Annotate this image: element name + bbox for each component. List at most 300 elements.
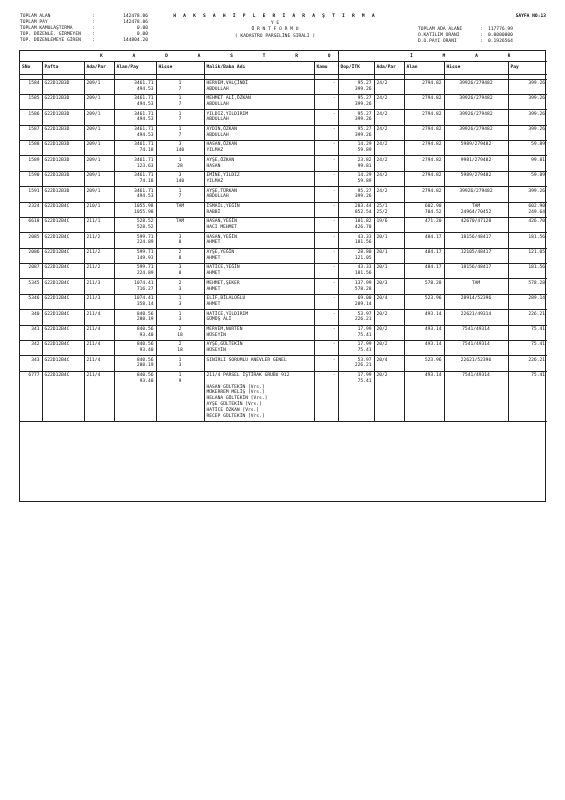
cell-imar-alan: 523.96 bbox=[404, 356, 444, 371]
cell-pay: 399.26 bbox=[508, 125, 547, 140]
table-row bbox=[20, 356, 547, 371]
cell-dop-itk: 69.00 289.14 bbox=[338, 294, 374, 309]
cell-pay: 75.41 bbox=[508, 340, 547, 355]
cell-imar-hisse: 7541/49314 bbox=[444, 371, 508, 421]
cell-alan-pay: 528.52 528.52 bbox=[114, 217, 156, 232]
cell-alan-pay: 1074.41 716.27 bbox=[114, 279, 156, 294]
section-header-row bbox=[20, 51, 547, 62]
ratio-label: TOPLAM ADA ALANI bbox=[418, 26, 463, 32]
cell-pafta: G22D12B3D bbox=[42, 125, 84, 140]
cell-malik: İSMAİL,YEĞİN RABBİ bbox=[204, 202, 314, 217]
table-row bbox=[20, 248, 547, 263]
cell-sno: 6777 bbox=[20, 371, 42, 421]
cell-sno: 1588 bbox=[20, 141, 42, 156]
cell-dop-itk: 14.29 59.89 bbox=[338, 171, 374, 186]
cell-ada-par: 211/4 bbox=[84, 371, 114, 421]
cell-pay: 399.26 bbox=[508, 79, 547, 94]
cell-hisse: 1 3 bbox=[156, 310, 204, 325]
cell-pay: 578.28 bbox=[508, 279, 547, 294]
report-title-block bbox=[170, 14, 380, 40]
cell-pafta: G22D12B4C bbox=[42, 310, 84, 325]
total-value: 0.00 bbox=[136, 26, 148, 31]
cell-dop-itk: 14.29 59.89 bbox=[338, 141, 374, 156]
cell-imar-hisse: 18156/48417 bbox=[444, 233, 508, 248]
cell-alan-pay: 599.71 224.89 bbox=[114, 233, 156, 248]
cell-sno: 2324 bbox=[20, 202, 42, 217]
cell-sno: 343 bbox=[20, 356, 42, 371]
cell-pafta: G22D12B4C bbox=[42, 217, 84, 232]
ratio-value: 117776.99 bbox=[488, 26, 513, 32]
cell-sno: 2085 bbox=[20, 233, 42, 248]
cell-imar-alan: 484.17 bbox=[404, 264, 444, 279]
cell-imar-hisse: 22621/52396 bbox=[444, 356, 508, 371]
cell-imar-ada-par: 20/4 bbox=[374, 356, 404, 371]
cell-ada-par: 211/4 bbox=[84, 310, 114, 325]
cell-imar-ada-par: 24/2 bbox=[374, 141, 404, 156]
cell-sno: 1590 bbox=[20, 171, 42, 186]
cell-dop-itk: 23.82 99.81 bbox=[338, 156, 374, 171]
cell-imar-alan: 2794.82 bbox=[404, 79, 444, 94]
cell-ada-par: 209/1 bbox=[84, 187, 114, 202]
cell-ada-par: 211/2 bbox=[84, 248, 114, 263]
total-label: TOP. DÜZENLE. GİRMEYEN bbox=[20, 32, 81, 37]
cell-imar-alan: 2794.82 bbox=[404, 141, 444, 156]
cell-sno: 5346 bbox=[20, 294, 42, 309]
cell-ada-par: 209/1 bbox=[84, 79, 114, 94]
column-header-row bbox=[20, 62, 547, 74]
cell-pafta: G22D12B4C bbox=[42, 325, 84, 340]
cell-imar-alan: 602.90 704.52 bbox=[404, 202, 444, 217]
cell-malik: HATİCE,YEĞİN AHMET bbox=[204, 264, 314, 279]
cell-ada-par: 209/1 bbox=[84, 110, 114, 125]
cell-ada-par: 211/2 bbox=[84, 264, 114, 279]
cell-imar-ada-par: 20/4 bbox=[374, 294, 404, 309]
cell-sno: 1585 bbox=[20, 94, 42, 109]
cell-dop-itk: 17.99 75.41 bbox=[338, 371, 374, 421]
cell-pafta: G22D12B4C bbox=[42, 202, 84, 217]
cell-imar-hisse: 5989/279482 bbox=[444, 171, 508, 186]
cell-hisse: 2 18 bbox=[156, 340, 204, 355]
cell-imar-hisse: 7541/49314 bbox=[444, 325, 508, 340]
cell-imar-hisse: 7541/49314 bbox=[444, 340, 508, 355]
column-header: Alan bbox=[404, 62, 444, 74]
cell-imar-hisse: 39926/279482 bbox=[444, 94, 508, 109]
section-kadastro: K A D A S T R O bbox=[100, 54, 344, 59]
cell-pay: 426.70 bbox=[508, 217, 547, 232]
ownership-table bbox=[19, 50, 546, 502]
cell-pafta: G22D12B3D bbox=[42, 141, 84, 156]
cell-sno: 340 bbox=[20, 310, 42, 325]
cell-malik: HERVEM,VALÇİNDİ ABDULLAH bbox=[204, 79, 314, 94]
table-row bbox=[20, 279, 547, 294]
cell-sno: 5345 bbox=[20, 279, 42, 294]
cell-alan-pay: 3461.71 494.53 bbox=[114, 125, 156, 140]
cell-pafta: G22D12B4C bbox=[42, 356, 84, 371]
cell-dop-itk: 95.27 399.26 bbox=[338, 110, 374, 125]
column-header: Ada/Par bbox=[374, 62, 404, 74]
cell-imar-alan: 484.17 bbox=[404, 248, 444, 263]
cell-hisse: 1 7 bbox=[156, 187, 204, 202]
cell-hisse: 1 3 bbox=[156, 356, 204, 371]
cell-alan-pay: 599.71 149.93 bbox=[114, 248, 156, 263]
cell-malik: AYDIN,ÖZKAN ABDULLAH bbox=[204, 125, 314, 140]
cell-sno: 1589 bbox=[20, 156, 42, 171]
table-row bbox=[20, 110, 547, 125]
cell-imar-ada-par: 24/2 bbox=[374, 94, 404, 109]
cell-dop-itk: 203.44 852.54 bbox=[338, 202, 374, 217]
totals-block bbox=[20, 14, 180, 44]
cell-pafta: G22D12B4C bbox=[42, 233, 84, 248]
cell-dop-itk: 28.88 121.05 bbox=[338, 248, 374, 263]
table-row bbox=[20, 371, 547, 421]
cell-malik: YILDIZ,YILDIRIM ABDULLAH bbox=[204, 110, 314, 125]
report-subtitle-2: Ö R N T F O R M U bbox=[251, 27, 299, 32]
cell-pay: 99.81 bbox=[508, 156, 547, 171]
cell-malik: AYŞE,ÖZKAN HASAN bbox=[204, 156, 314, 171]
cell-ada-par: 209/1 bbox=[84, 125, 114, 140]
table-row bbox=[20, 79, 547, 94]
cell-hisse: 1 28 bbox=[156, 156, 204, 171]
cell-kamu: - bbox=[314, 202, 338, 217]
cell-pay: 399.26 bbox=[508, 94, 547, 109]
table-row bbox=[20, 94, 547, 109]
column-header: Kamu bbox=[314, 62, 338, 74]
cell-imar-ada-par: 20/1 bbox=[374, 248, 404, 263]
cell-pafta: G22D12B4C bbox=[42, 294, 84, 309]
total-row: TOP. DÜZENLE. GİRMEYEN : 0.00 bbox=[20, 32, 148, 37]
cell-imar-alan: 2794.82 bbox=[404, 94, 444, 109]
cell-dop-itk: 17.99 75.41 bbox=[338, 340, 374, 355]
cell-dop-itk: 137.99 578.28 bbox=[338, 279, 374, 294]
cell-sno: 2086 bbox=[20, 248, 42, 263]
table-row bbox=[20, 217, 547, 232]
report-title: H A K S A H İ P L E R İ A R A Ş T I R M A bbox=[173, 14, 377, 19]
cell-imar-hisse: 39926/279482 bbox=[444, 187, 508, 202]
cell-pafta: G22D12B4C bbox=[42, 279, 84, 294]
column-header: Pay bbox=[508, 62, 547, 74]
cell-pafta: G22D12B3D bbox=[42, 187, 84, 202]
cell-hisse: 1 7 bbox=[156, 110, 204, 125]
cell-imar-ada-par: 24/2 bbox=[374, 187, 404, 202]
column-header: Ada/Par bbox=[84, 62, 114, 74]
cell-malik: HATİCE,YILDIRIM GÜMÜŞ ALİ bbox=[204, 310, 314, 325]
cell-hisse: 1 7 bbox=[156, 125, 204, 140]
cell-alan-pay: 840.56 280.19 bbox=[114, 310, 156, 325]
total-value: 0.00 bbox=[136, 32, 148, 37]
cell-ada-par: 211/4 bbox=[84, 340, 114, 355]
cell-sno: 1591 bbox=[20, 187, 42, 202]
cell-malik: HASAN,YEĞİN HACI MEHMET bbox=[204, 217, 314, 232]
cell-hisse: 3 140 bbox=[156, 171, 204, 186]
cell-imar-hisse: 18156/48417 bbox=[444, 264, 508, 279]
cell-ada-par: 209/1 bbox=[84, 141, 114, 156]
cell-hisse: 1 7 bbox=[156, 94, 204, 109]
table-row bbox=[20, 233, 547, 248]
cell-alan-pay: 3461.71 494.53 bbox=[114, 79, 156, 94]
cell-kamu: - bbox=[314, 171, 338, 186]
cell-imar-ada-par: 20/3 bbox=[374, 279, 404, 294]
cell-pafta: G22D12B4C bbox=[42, 371, 84, 421]
cell-alan-pay: 3461.71 74.18 bbox=[114, 171, 156, 186]
cell-malik: AYŞE,TÜRKAN ABDULLAH bbox=[204, 187, 314, 202]
cell-alan-pay: 3461.71 74.18 bbox=[114, 141, 156, 156]
cell-imar-hisse: 39926/279482 bbox=[444, 110, 508, 125]
cell-malik: MEHMET,ŞEKER AHMET bbox=[204, 279, 314, 294]
cell-imar-alan: 2794.82 bbox=[404, 156, 444, 171]
cell-hisse: 1 9 bbox=[156, 371, 204, 421]
cell-imar-ada-par: 24/2 bbox=[374, 125, 404, 140]
table-row bbox=[20, 156, 547, 171]
cell-pay: 399.26 bbox=[508, 110, 547, 125]
cell-dop-itk: 53.97 226.21 bbox=[338, 310, 374, 325]
cell-imar-alan: 578.28 bbox=[404, 279, 444, 294]
ratio-label: D.O.PAYI ORANI bbox=[418, 38, 457, 44]
cell-kamu: - bbox=[314, 325, 338, 340]
cell-pay: 226.21 bbox=[508, 310, 547, 325]
cell-alan-pay: 1074.41 358.14 bbox=[114, 294, 156, 309]
cell-imar-ada-par: 19/6 bbox=[374, 217, 404, 232]
total-value: 144804.20 bbox=[123, 38, 148, 43]
table-row bbox=[20, 294, 547, 309]
column-header: Malik/Baba Adı bbox=[204, 62, 314, 74]
cell-hisse: 2 8 bbox=[156, 248, 204, 263]
cell-kamu: - bbox=[314, 217, 338, 232]
cell-dop-itk: 95.27 399.26 bbox=[338, 79, 374, 94]
cell-hisse: TAM bbox=[156, 202, 204, 217]
cell-kamu: - bbox=[314, 141, 338, 156]
cell-imar-hisse: 22621/49314 bbox=[444, 310, 508, 325]
cell-hisse: 3 140 bbox=[156, 141, 204, 156]
cell-alan-pay: 3461.71 494.53 bbox=[114, 94, 156, 109]
total-value: 142478.06 bbox=[123, 20, 148, 25]
cell-malik: ELİF,BİLALOĞLU AHMET bbox=[204, 294, 314, 309]
cell-sno: 342 bbox=[20, 340, 42, 355]
cell-ada-par: 211/2 bbox=[84, 233, 114, 248]
cell-kamu: - bbox=[314, 340, 338, 355]
cell-ada-par: 209/1 bbox=[84, 171, 114, 186]
cell-kamu: - bbox=[314, 356, 338, 371]
table-row bbox=[20, 325, 547, 340]
total-label: TOPLAM KAMULAŞTIRMA bbox=[20, 26, 73, 31]
parcel-grid bbox=[20, 62, 547, 422]
cell-pay: 181.56 bbox=[508, 233, 547, 248]
column-header: SNo bbox=[20, 62, 42, 74]
cell-pay: 121.05 bbox=[508, 248, 547, 263]
ratio-label: O.KATILIM ORANI bbox=[418, 32, 460, 38]
cell-kamu: - bbox=[314, 79, 338, 94]
column-header: Hisse bbox=[156, 62, 204, 74]
cell-pay: 59.89 bbox=[508, 141, 547, 156]
report-subtitle-3: ( KADASTRO PARSELİNE SIRALI ) bbox=[234, 33, 316, 39]
cell-imar-alan: 2794.82 bbox=[404, 187, 444, 202]
cell-ada-par: 209/1 bbox=[84, 156, 114, 171]
column-header: Hisse bbox=[444, 62, 508, 74]
table-row bbox=[20, 264, 547, 279]
cell-imar-alan: 484.17 bbox=[404, 233, 444, 248]
cell-alan-pay: 3461.71 123.63 bbox=[114, 156, 156, 171]
cell-alan-pay: 840.56 93.40 bbox=[114, 340, 156, 355]
cell-ada-par: 209/1 bbox=[84, 94, 114, 109]
cell-kamu: - bbox=[314, 110, 338, 125]
ratio-row: O.KATILIM ORANI : 0.0000000 bbox=[418, 33, 546, 39]
cell-pay: 75.41 bbox=[508, 325, 547, 340]
cell-pafta: G22D12B3D bbox=[42, 110, 84, 125]
table-row bbox=[20, 310, 547, 325]
cell-sno: 341 bbox=[20, 325, 42, 340]
table-row bbox=[20, 125, 547, 140]
cell-dop-itk: 95.27 399.26 bbox=[338, 125, 374, 140]
cell-malik: MEHMET ALİ,ÖZKAN ABDULLAH bbox=[204, 94, 314, 109]
cell-malik: MERVEM,NURTEN HÜSEYİN bbox=[204, 325, 314, 340]
cell-kamu: - bbox=[314, 156, 338, 171]
cell-ada-par: 211/3 bbox=[84, 294, 114, 309]
total-row: TOPLAM ALAN : 142478.06 bbox=[20, 14, 148, 19]
ratio-value: 0.1926564 bbox=[488, 38, 513, 44]
total-row: TOPLAM KAMULAŞTIRMA : 0.00 bbox=[20, 26, 148, 31]
cell-pay: 289.14 bbox=[508, 294, 547, 309]
section-imar: İ M A R bbox=[410, 54, 524, 59]
cell-kamu: - bbox=[314, 310, 338, 325]
cell-pafta: G22D12B3D bbox=[42, 79, 84, 94]
cell-imar-alan: 493.14 bbox=[404, 340, 444, 355]
cell-imar-ada-par: 25/1 25/2 bbox=[374, 202, 404, 217]
table-row bbox=[20, 202, 547, 217]
cell-pafta: G22D12B3D bbox=[42, 171, 84, 186]
cell-malik: AYŞE,GÜLTEKİN HÜSEYİN bbox=[204, 340, 314, 355]
cell-imar-hisse: TAM 24964/70452 bbox=[444, 202, 508, 217]
cell-malik: AYŞE,YEĞİN AHMET bbox=[204, 248, 314, 263]
cell-imar-ada-par: 24/2 bbox=[374, 171, 404, 186]
cell-imar-ada-par: 20/2 bbox=[374, 340, 404, 355]
cell-kamu: - bbox=[314, 187, 338, 202]
ratio-row: TOPLAM ADA ALANI : 117776.99 bbox=[418, 27, 546, 33]
column-header: Alan/Pay bbox=[114, 62, 156, 74]
cell-ada-par: 210/1 bbox=[84, 202, 114, 217]
cell-alan-pay: 840.56 93.40 bbox=[114, 371, 156, 421]
sheet-number: SAYFA NO:13 bbox=[515, 14, 546, 19]
cell-imar-hisse: 39926/279482 bbox=[444, 79, 508, 94]
cell-kamu: - bbox=[314, 248, 338, 263]
cell-malik: 211/4 PARSEL İŞTİRAK GRUBU 912 HASAN GÜLTEKİN [Vrs.] MÜKERREM MELİŞ [Vrs.] HELANA GÜLTEKİN [Vrs.] AYŞE GÜLTEKİN [Vrs.] HATİCE ÖZKAN [Vrs.] RECEP GÜLTEKİN [Vrs.] bbox=[204, 371, 314, 421]
cell-imar-ada-par: 24/2 bbox=[374, 79, 404, 94]
cell-imar-ada-par: 20/2 bbox=[374, 310, 404, 325]
column-header: Pafta bbox=[42, 62, 84, 74]
column-header: Dop/İTK bbox=[338, 62, 374, 74]
cell-pafta: G22D12B3D bbox=[42, 156, 84, 171]
cell-hisse: 2 3 bbox=[156, 279, 204, 294]
cell-ada-par: 211/1 bbox=[84, 217, 114, 232]
cell-imar-alan: 2794.82 bbox=[404, 110, 444, 125]
cell-pafta: G22D12B3D bbox=[42, 94, 84, 109]
cell-sno: 6618 bbox=[20, 217, 42, 232]
cell-pay: 59.89 bbox=[508, 171, 547, 186]
cell-hisse: 3 8 bbox=[156, 264, 204, 279]
table-row bbox=[20, 187, 547, 202]
cell-sno: 1587 bbox=[20, 125, 42, 140]
total-row: TOP. DÜZENLEMEYE GİREN : 144804.20 bbox=[20, 38, 148, 43]
cell-hisse: 1 3 bbox=[156, 294, 204, 309]
table-row bbox=[20, 340, 547, 355]
cell-dop-itk: 17.99 75.41 bbox=[338, 325, 374, 340]
cell-sno: 1586 bbox=[20, 110, 42, 125]
cell-imar-alan: 523.96 bbox=[404, 294, 444, 309]
total-row: TOPLAM PAY : 142478.06 bbox=[20, 20, 148, 25]
cell-ada-par: 211/4 bbox=[84, 356, 114, 371]
cell-imar-alan: 493.14 bbox=[404, 325, 444, 340]
cell-alan-pay: 3461.71 494.53 bbox=[114, 110, 156, 125]
cell-hisse: 2 18 bbox=[156, 325, 204, 340]
cell-imar-hisse: TAM bbox=[444, 279, 508, 294]
cell-pafta: G22D12B4C bbox=[42, 264, 84, 279]
table-row bbox=[20, 141, 547, 156]
cell-malik: SINIRLI SORUMLU ANEVLER GENEL bbox=[204, 356, 314, 371]
cell-malik: HASAN,YEĞİN AHMET bbox=[204, 233, 314, 248]
cell-hisse: 3 8 bbox=[156, 233, 204, 248]
cell-imar-alan: 471.20 bbox=[404, 217, 444, 232]
total-label: TOPLAM ALAN bbox=[20, 14, 51, 19]
cell-alan-pay: 3461.71 494.53 bbox=[114, 187, 156, 202]
cell-imar-ada-par: 24/2 bbox=[374, 110, 404, 125]
cell-imar-ada-par: 20/2 bbox=[374, 371, 404, 421]
cell-imar-hisse: 9981/279482 bbox=[444, 156, 508, 171]
report-subtitle-1: Y E bbox=[270, 20, 280, 26]
cell-alan-pay: 1055.98 1055.98 bbox=[114, 202, 156, 217]
cell-sno: 2087 bbox=[20, 264, 42, 279]
total-label: TOP. DÜZENLEMEYE GİREN bbox=[20, 38, 81, 43]
cell-pay: 226.21 bbox=[508, 356, 547, 371]
cell-imar-ada-par: 24/2 bbox=[374, 156, 404, 171]
cell-kamu: - bbox=[314, 125, 338, 140]
cell-imar-ada-par: 20/1 bbox=[374, 264, 404, 279]
cell-kamu: - bbox=[314, 294, 338, 309]
cell-pay: 181.56 bbox=[508, 264, 547, 279]
cell-kamu: - bbox=[314, 233, 338, 248]
cell-imar-ada-par: 20/1 bbox=[374, 233, 404, 248]
table-row bbox=[20, 171, 547, 186]
cell-pafta: G22D12B4C bbox=[42, 248, 84, 263]
cell-imar-ada-par: 20/2 bbox=[374, 325, 404, 340]
cell-ada-par: 211/3 bbox=[84, 279, 114, 294]
cell-alan-pay: 599.71 224.89 bbox=[114, 264, 156, 279]
cell-imar-hisse: 39926/279482 bbox=[444, 125, 508, 140]
cell-imar-alan: 493.14 bbox=[404, 310, 444, 325]
cell-imar-hisse: 28914/52396 bbox=[444, 294, 508, 309]
cell-alan-pay: 840.56 93.40 bbox=[114, 325, 156, 340]
cell-dop-itk: 43.33 181.56 bbox=[338, 233, 374, 248]
cell-dop-itk: 101.82 426.70 bbox=[338, 217, 374, 232]
cell-dop-itk: 95.27 399.26 bbox=[338, 187, 374, 202]
cell-malik: HASAN,ÖZKAN YILMAZ bbox=[204, 141, 314, 156]
cell-pay: 399.26 bbox=[508, 187, 547, 202]
cell-kamu: - bbox=[314, 279, 338, 294]
cell-imar-hisse: 12105/48417 bbox=[444, 248, 508, 263]
cell-hisse: 1 7 bbox=[156, 79, 204, 94]
ratio-row: D.O.PAYI ORANI : 0.1926564 bbox=[418, 39, 546, 45]
cell-kamu: - bbox=[314, 94, 338, 109]
cell-sno: 1584 bbox=[20, 79, 42, 94]
cell-imar-alan: 2794.82 bbox=[404, 171, 444, 186]
cell-kamu: - bbox=[314, 371, 338, 421]
cell-imar-hisse: 5989/279482 bbox=[444, 141, 508, 156]
cell-malik: EMİNE,YILDIZ YILMAZ bbox=[204, 171, 314, 186]
cell-kamu: - bbox=[314, 264, 338, 279]
cell-pay: 602.90 249.64 bbox=[508, 202, 547, 217]
cell-dop-itk: 53.97 226.21 bbox=[338, 356, 374, 371]
cell-pay: 75.41 bbox=[508, 371, 547, 421]
total-label: TOPLAM PAY bbox=[20, 20, 48, 25]
cell-imar-hisse: 42670/47120 bbox=[444, 217, 508, 232]
cell-dop-itk: 95.27 399.26 bbox=[338, 94, 374, 109]
